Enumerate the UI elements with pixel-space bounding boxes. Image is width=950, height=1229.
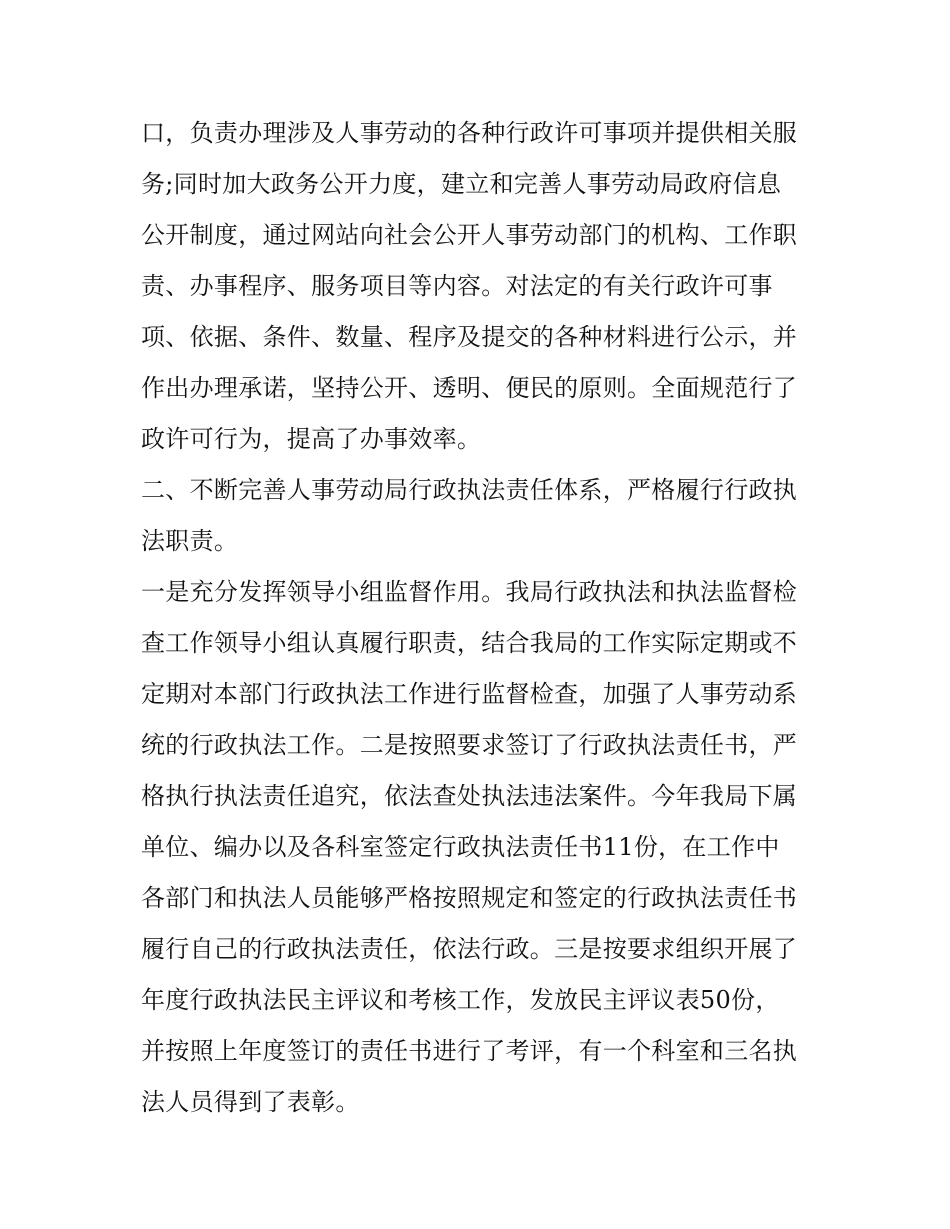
text-line: 公开制度，通过网站向社会公开人事劳动部门的机构、工作职 <box>141 221 798 249</box>
text-line: 作出办理承诺，坚持公开、透明、便民的原则。全面规范行了 <box>141 374 798 402</box>
text-line: 统的行政执法工作。二是按照要求签订了行政执法责任书，严 <box>141 731 798 759</box>
text-line: 并按照上年度签订的责任书进行了考评，有一个科室和三名执 <box>141 1037 798 1065</box>
section-heading-line: 二、不断完善人事劳动局行政执法责任体系，严格履行行政执 <box>141 476 798 504</box>
text-line: 政许可行为，提高了办事效率。 <box>141 425 482 453</box>
text-line: 年度行政执法民主评议和考核工作，发放民主评议表50份， <box>141 986 780 1014</box>
text-line: 各部门和执法人员能够严格按照规定和签定的行政执法责任书 <box>141 884 798 912</box>
text-line: 格执行执法责任追究，依法查处执法违法案件。今年我局下属 <box>141 782 798 810</box>
text-line: 口，负责办理涉及人事劳动的各种行政许可事项并提供相关服 <box>141 119 798 147</box>
text-line: 一是充分发挥领导小组监督作用。我局行政执法和执法监督检 <box>141 578 798 606</box>
text-line: 责、办事程序、服务项目等内容。对法定的有关行政许可事 <box>141 272 773 300</box>
text-line: 履行自己的行政执法责任，依法行政。三是按要求组织开展了 <box>141 935 798 963</box>
text-line: 定期对本部门行政执法工作进行监督检查，加强了人事劳动系 <box>141 680 798 708</box>
text-line: 法人员得到了表彰。 <box>141 1088 360 1116</box>
text-line: 查工作领导小组认真履行职责，结合我局的工作实际定期或不 <box>141 629 798 657</box>
text-line: 务;同时加大政务公开力度，建立和完善人事劳动局政府信息 <box>141 170 782 198</box>
section-heading-line: 法职责。 <box>141 527 239 555</box>
text-line: 项、依据、条件、数量、程序及提交的各种材料进行公示，并 <box>141 323 798 351</box>
text-line: 单位、编办以及各科室签定行政执法责任书11份，在工作中 <box>141 833 780 861</box>
body-text <box>141 108 821 1128</box>
